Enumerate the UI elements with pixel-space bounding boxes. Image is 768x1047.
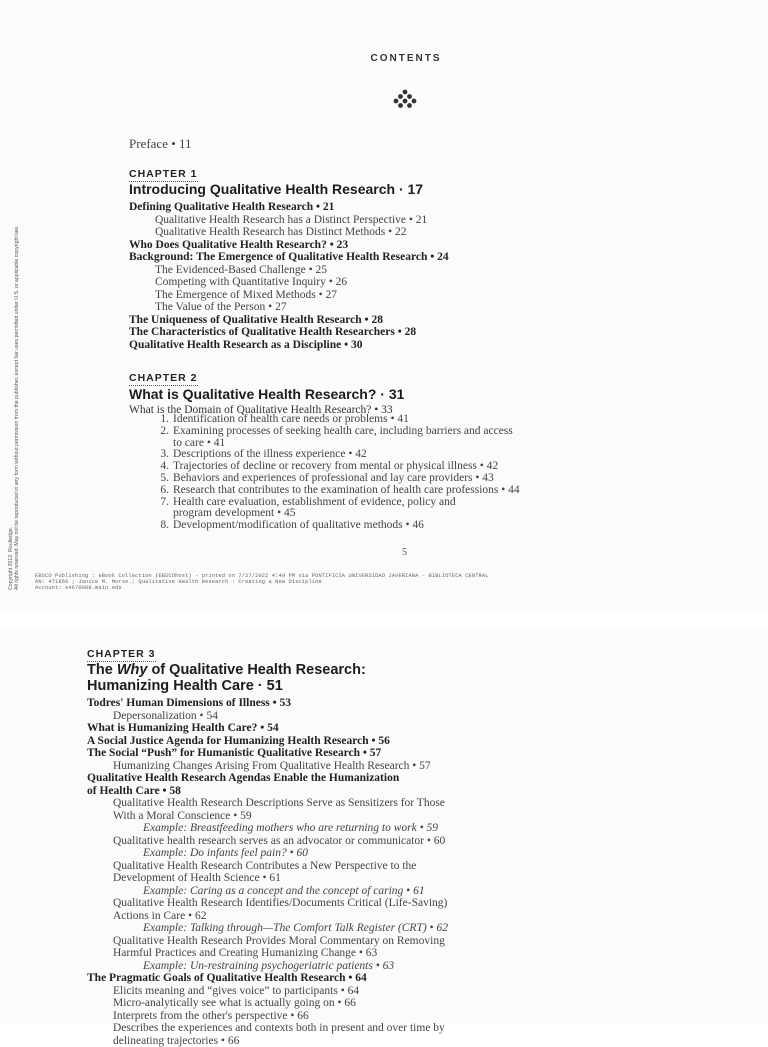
toc-entry[interactable]: The Emergence of Mixed Methods • 27 (129, 289, 449, 302)
diamond-ornament-icon (393, 89, 417, 109)
toc-entry[interactable]: Elicits meaning and “gives voice” to participants • 64 (87, 985, 448, 998)
chapter-1-title[interactable]: Introducing Qualitative Health Research · 17 (129, 181, 423, 197)
toc-entry[interactable]: of Health Care • 58 (87, 785, 448, 798)
toc-entry[interactable]: What is Humanizing Health Care? • 54 (87, 722, 448, 735)
toc-page-2 (0, 628, 768, 1024)
toc-entry[interactable]: What is the Domain of Qualitative Health Research? • 33 (129, 404, 393, 417)
chapter-1-label: CHAPTER 1 (129, 168, 198, 182)
toc-entry[interactable]: delineating trajectories • 66 (87, 1035, 448, 1047)
chapter-3-title-line-2[interactable]: Humanizing Health Care · 51 (87, 678, 283, 694)
toc-entry[interactable]: Qualitative Health Research Identifies/Documents Critical (Life-Saving) (87, 897, 448, 910)
toc-example-entry[interactable]: Example: Un-restraining psychogeriatric patients • 63 (87, 960, 448, 973)
toc-entry[interactable]: Qualitative Health Research Descriptions Serve as Sensitizers for Those (87, 797, 448, 810)
list-item-text: Research that contributes to the examination of health care professions • 44 (173, 484, 520, 496)
toc-entry[interactable]: Harmful Practices and Creating Humanizing Change • 63 (87, 947, 448, 960)
toc-entry[interactable]: Humanizing Changes Arising From Qualitative Health Research • 57 (87, 760, 448, 773)
toc-entry[interactable]: Background: The Emergence of Qualitative Health Research • 24 (129, 251, 449, 264)
contents-heading: CONTENTS (0, 53, 768, 64)
preface-entry[interactable]: Preface • 11 (129, 136, 192, 152)
toc-entry[interactable]: Depersonalization • 54 (87, 710, 448, 723)
toc-entry[interactable]: With a Moral Conscience • 59 (87, 810, 448, 823)
toc-entry[interactable]: Qualitative Health Research Provides Moral Commentary on Removing (87, 935, 448, 948)
toc-example-entry[interactable]: Example: Caring as a concept and the concept of caring • 61 (87, 885, 448, 898)
toc-entry[interactable]: The Characteristics of Qualitative Health Researchers • 28 (129, 326, 449, 339)
list-item-text: Health care evaluation, establishment of evidence, policy and (173, 496, 456, 508)
toc-entry[interactable]: Todres' Human Dimensions of Illness • 53 (87, 697, 448, 710)
list-number: 6. (129, 485, 173, 497)
chapter-3-entries (87, 697, 448, 1047)
footer-line-1: EBSCO Publishing : eBook Collection (EBSCOhost) - printed on 7/27/2022 4:49 PM via PONTIFICIA UNIVERSIDAD JAVERIANA - BIBLIOTECA CENTRAL (35, 573, 489, 579)
toc-entry[interactable]: Competing with Quantitative Inquiry • 26 (129, 276, 449, 289)
toc-entry[interactable]: Interprets from the other's perspective • 66 (87, 1010, 448, 1023)
copyright-sidebar (8, 226, 20, 590)
list-item-text: Trajectories of decline or recovery from mental or physical illness • 42 (173, 460, 498, 472)
chapter-3-title-line-1[interactable]: The Why of Qualitative Health Research: (87, 662, 366, 678)
chapter-1-entries (129, 201, 449, 351)
toc-entry[interactable]: Describes the experiences and contexts both in present and over time by (87, 1022, 448, 1035)
toc-entry[interactable]: Qualitative Health Research has Distinct Methods • 22 (129, 226, 449, 239)
copyright-line-1: Copyright 2012. Routledge. (8, 226, 14, 590)
toc-entry[interactable]: Qualitative Health Research has a Distinct Perspective • 21 (129, 214, 449, 227)
list-number: 5. (129, 473, 173, 485)
copyright-line-2: All rights reserved. May not be reproduced in any form without permission from the publisher, except fair uses permitted under U.S. or applicable copyright law. (14, 226, 20, 590)
toc-example-entry[interactable]: Example: Talking through—The Comfort Talk Register (CRT) • 62 (87, 922, 448, 935)
list-item-text: program development • 45 (173, 507, 296, 519)
list-number: 3. (129, 449, 173, 461)
chapter-2-numbered-list (129, 414, 520, 532)
toc-entry[interactable]: A Social Justice Agenda for Humanizing Health Research • 56 (87, 735, 448, 748)
toc-entry[interactable]: Who Does Qualitative Health Research? • 23 (129, 239, 449, 252)
toc-entry[interactable]: The Evidenced-Based Challenge • 25 (129, 264, 449, 277)
footer-line-2: AN: 471866 ; Janice M. Morse.; Qualitative Health Research : Creating a New Discipline (35, 579, 322, 585)
list-number: 4. (129, 461, 173, 473)
toc-entry[interactable]: Micro-analytically see what is actually going on • 66 (87, 997, 448, 1010)
list-item-text: Examining processes of seeking health care, including barriers and access (173, 425, 513, 437)
list-item-text: Development/modification of qualitative methods • 46 (173, 519, 424, 531)
toc-entry[interactable]: The Uniqueness of Qualitative Health Research • 28 (129, 314, 449, 327)
list-item-text: Behaviors and experiences of professional and lay care providers • 43 (173, 472, 494, 484)
chapter-2-label: CHAPTER 2 (129, 372, 198, 386)
toc-entry[interactable]: Qualitative Health Research Contributes a New Perspective to the (87, 860, 448, 873)
list-number: 8. (129, 520, 173, 532)
list-item-text: Identification of health care needs or problems • 41 (173, 413, 409, 425)
list-number: 1. (129, 414, 173, 426)
page-gap (0, 612, 768, 628)
toc-entry[interactable]: The Social “Push” for Humanistic Qualitative Research • 57 (87, 747, 448, 760)
toc-entry[interactable]: Qualitative Health Research as a Discipline • 30 (129, 339, 449, 352)
page-number: 5 (402, 547, 407, 558)
toc-entry[interactable]: Development of Health Science • 61 (87, 872, 448, 885)
toc-entry[interactable]: Actions in Care • 62 (87, 910, 448, 923)
toc-entry[interactable]: Qualitative Health Research Agendas Enable the Humanization (87, 772, 448, 785)
footer-line-3: Account: s4670088.main.eds (35, 585, 122, 591)
list-item-text: to care • 41 (173, 437, 225, 449)
toc-example-entry[interactable]: Example: Do infants feel pain? • 60 (87, 847, 448, 860)
chapter-3-label: CHAPTER 3 (87, 648, 156, 662)
toc-entry[interactable]: The Pragmatic Goals of Qualitative Health Research • 64 (87, 972, 448, 985)
toc-entry[interactable]: Qualitative health research serves as an advocator or communicator • 60 (87, 835, 448, 848)
toc-entry[interactable]: The Value of the Person • 27 (129, 301, 449, 314)
list-item-text: Descriptions of the illness experience • 42 (173, 448, 367, 460)
list-number: 2. (129, 426, 173, 438)
chapter-2-title[interactable]: What is Qualitative Health Research? · 31 (129, 386, 404, 402)
numbered-list-item[interactable] (129, 520, 520, 532)
toc-example-entry[interactable]: Example: Breastfeeding mothers who are returning to work • 59 (87, 822, 448, 835)
list-number: 7. (129, 497, 173, 509)
toc-entry[interactable]: Defining Qualitative Health Research • 21 (129, 201, 449, 214)
